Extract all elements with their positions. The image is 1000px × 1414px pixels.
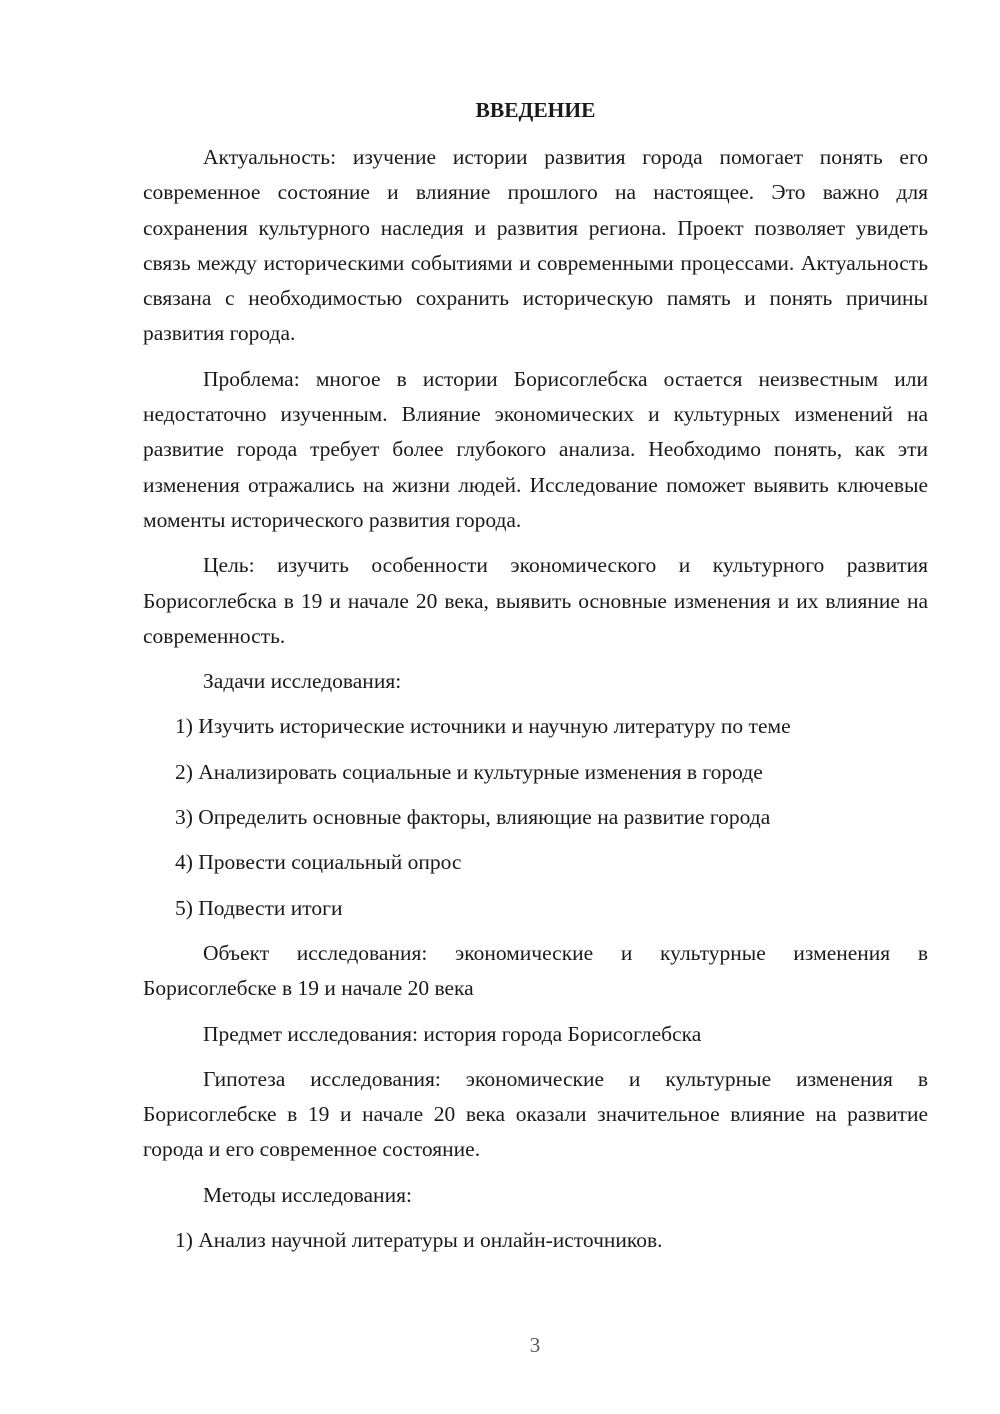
page-content: [143, 96, 928, 1268]
object-paragraph: Объект исследования: экономические и культурные изменения в Борисоглебске в 19 и начале 20 века: [143, 940, 928, 1001]
relevance-paragraph: Актуальность: изучение истории развития города помогает понять его современное состояние и влияние прошлого на настоящее. Это важно для сохранения культурного наследия и развития региона. Проект позволяет увидеть связь между историческими событиями и современными процессами. Актуальность связана с необходимостью сохранить историческую память и понять причины развития города.: [143, 145, 928, 346]
list-item-task-2: 2) Анализировать социальные и культурные изменения в городе: [175, 759, 763, 784]
methods-heading: Методы исследования:: [203, 1182, 412, 1207]
page-number: 3: [529, 1333, 541, 1357]
list-item-task-4: 4) Провести социальный опрос: [175, 850, 462, 875]
list-item-task-5: 5) Подвести итоги: [175, 895, 343, 920]
tasks-list: [143, 709, 928, 925]
problem-paragraph: Проблема: многое в истории Борисоглебска остается неизвестным или недостаточно изученным. Влияние экономических и культурных изменений на развитие города требует более глубокого анализа. Необходимо понять, как эти изменения отражались на жизни людей. Исследование поможет выявить ключевые моменты исторического развития города.: [143, 366, 928, 532]
hypothesis-paragraph: Гипотеза исследования: экономические и культурные изменения в Борисоглебске в 19 и начале 20 века оказали значительное влияние на развитие города и его современное состояние.: [143, 1066, 928, 1162]
list-item-task-1: 1) Изучить исторические источники и научную литературу по теме: [175, 714, 791, 739]
subject-paragraph: Предмет исследования: история города Борисоглебска: [203, 1021, 702, 1046]
page-title: ВВЕДЕНИЕ: [475, 98, 596, 122]
list-item-method-1: 1) Анализ научной литературы и онлайн-источников.: [175, 1228, 663, 1253]
list-item-task-3: 3) Определить основные факторы, влияющие на развитие города: [175, 805, 771, 830]
methods-list: [143, 1223, 928, 1258]
goal-paragraph: Цель: изучить особенности экономического и культурного развития Борисоглебска в 19 и начале 20 века, выявить основные изменения и их влияние на современность.: [143, 553, 928, 648]
tasks-heading: Задачи исследования:: [203, 669, 402, 694]
